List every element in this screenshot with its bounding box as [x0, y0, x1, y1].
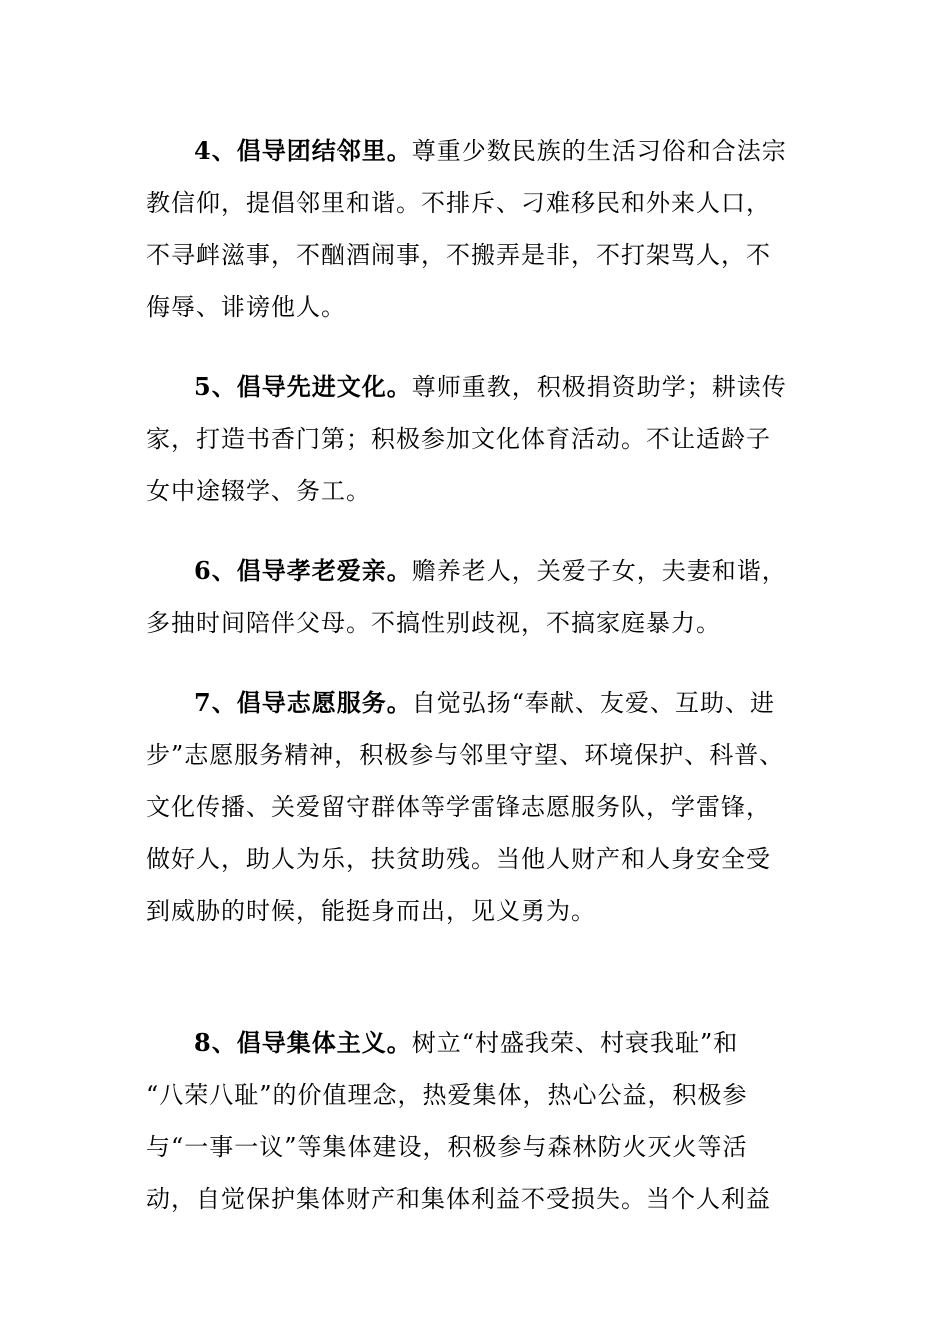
paragraph-text: 尊重少数民族的生活习俗和合法宗: [411, 137, 787, 165]
paragraph-line: 文化传播、关爱留守群体等学雷锋志愿服务队，学雷锋，: [146, 793, 771, 821]
paragraph-heading: 8、倡导集体主义。: [194, 1028, 412, 1057]
paragraph-line: 侮辱、诽谤他人。: [146, 293, 346, 321]
paragraph-heading: 6、倡导孝老爱亲。: [194, 556, 412, 585]
paragraph-first-line: [146, 677, 806, 729]
paragraph-line: 不寻衅滋事，不酗酒闹事，不搬弄是非，不打架骂人，不: [146, 241, 771, 269]
paragraph-heading: 4、倡导团结邻里。: [194, 136, 412, 165]
paragraph-text: 自觉弘扬“奉献、友爱、互助、进: [411, 689, 775, 717]
paragraph-line: 家，打造书香门第；积极参加文化体育活动。不让适龄子: [146, 425, 771, 453]
paragraph-7: [146, 677, 806, 937]
paragraph-text: 赡养老人，关爱子女，夫妻和谐，: [411, 557, 787, 585]
paragraph-line: 做好人，助人为乐，扶贫助残。当他人财产和人身安全受: [146, 845, 771, 873]
paragraph-first-line: [146, 1017, 806, 1069]
paragraph-line: 动，自觉保护集体财产和集体利益不受损失。当个人利益: [146, 1185, 771, 1213]
paragraph-line: 多抽时间陪伴父母。不搞性别歧视，不搞家庭暴力。: [146, 609, 721, 637]
paragraph-4: [146, 125, 806, 333]
paragraph-8: [146, 1017, 806, 1225]
paragraph-line: “八荣八耻”的价值理念，热爱集体，热心公益，积极参: [146, 1081, 748, 1109]
paragraph-line: 女中途辍学、务工。: [146, 477, 371, 505]
paragraph-heading: 7、倡导志愿服务。: [194, 688, 412, 717]
paragraph-text: 尊师重教，积极捐资助学；耕读传: [411, 373, 787, 401]
paragraph-6: [146, 545, 806, 649]
paragraph-heading: 5、倡导先进文化。: [194, 372, 412, 401]
paragraph-line: 教信仰，提倡邻里和谐。不排斥、刁难移民和外来人口，: [146, 189, 771, 217]
paragraph-text: 树立“村盛我荣、村衰我耻”和: [411, 1029, 739, 1057]
paragraph-first-line: [146, 125, 806, 177]
paragraph-line: 步”志愿服务精神，积极参与邻里守望、环境保护、科普、: [146, 741, 785, 769]
paragraph-first-line: [146, 545, 806, 597]
paragraph-line: 到威胁的时候，能挺身而出，见义勇为。: [146, 897, 596, 925]
paragraph-first-line: [146, 361, 806, 413]
paragraph-line: 与“一事一议”等集体建设，积极参与森林防火灭火等活: [146, 1133, 748, 1161]
paragraph-5: [146, 361, 806, 517]
